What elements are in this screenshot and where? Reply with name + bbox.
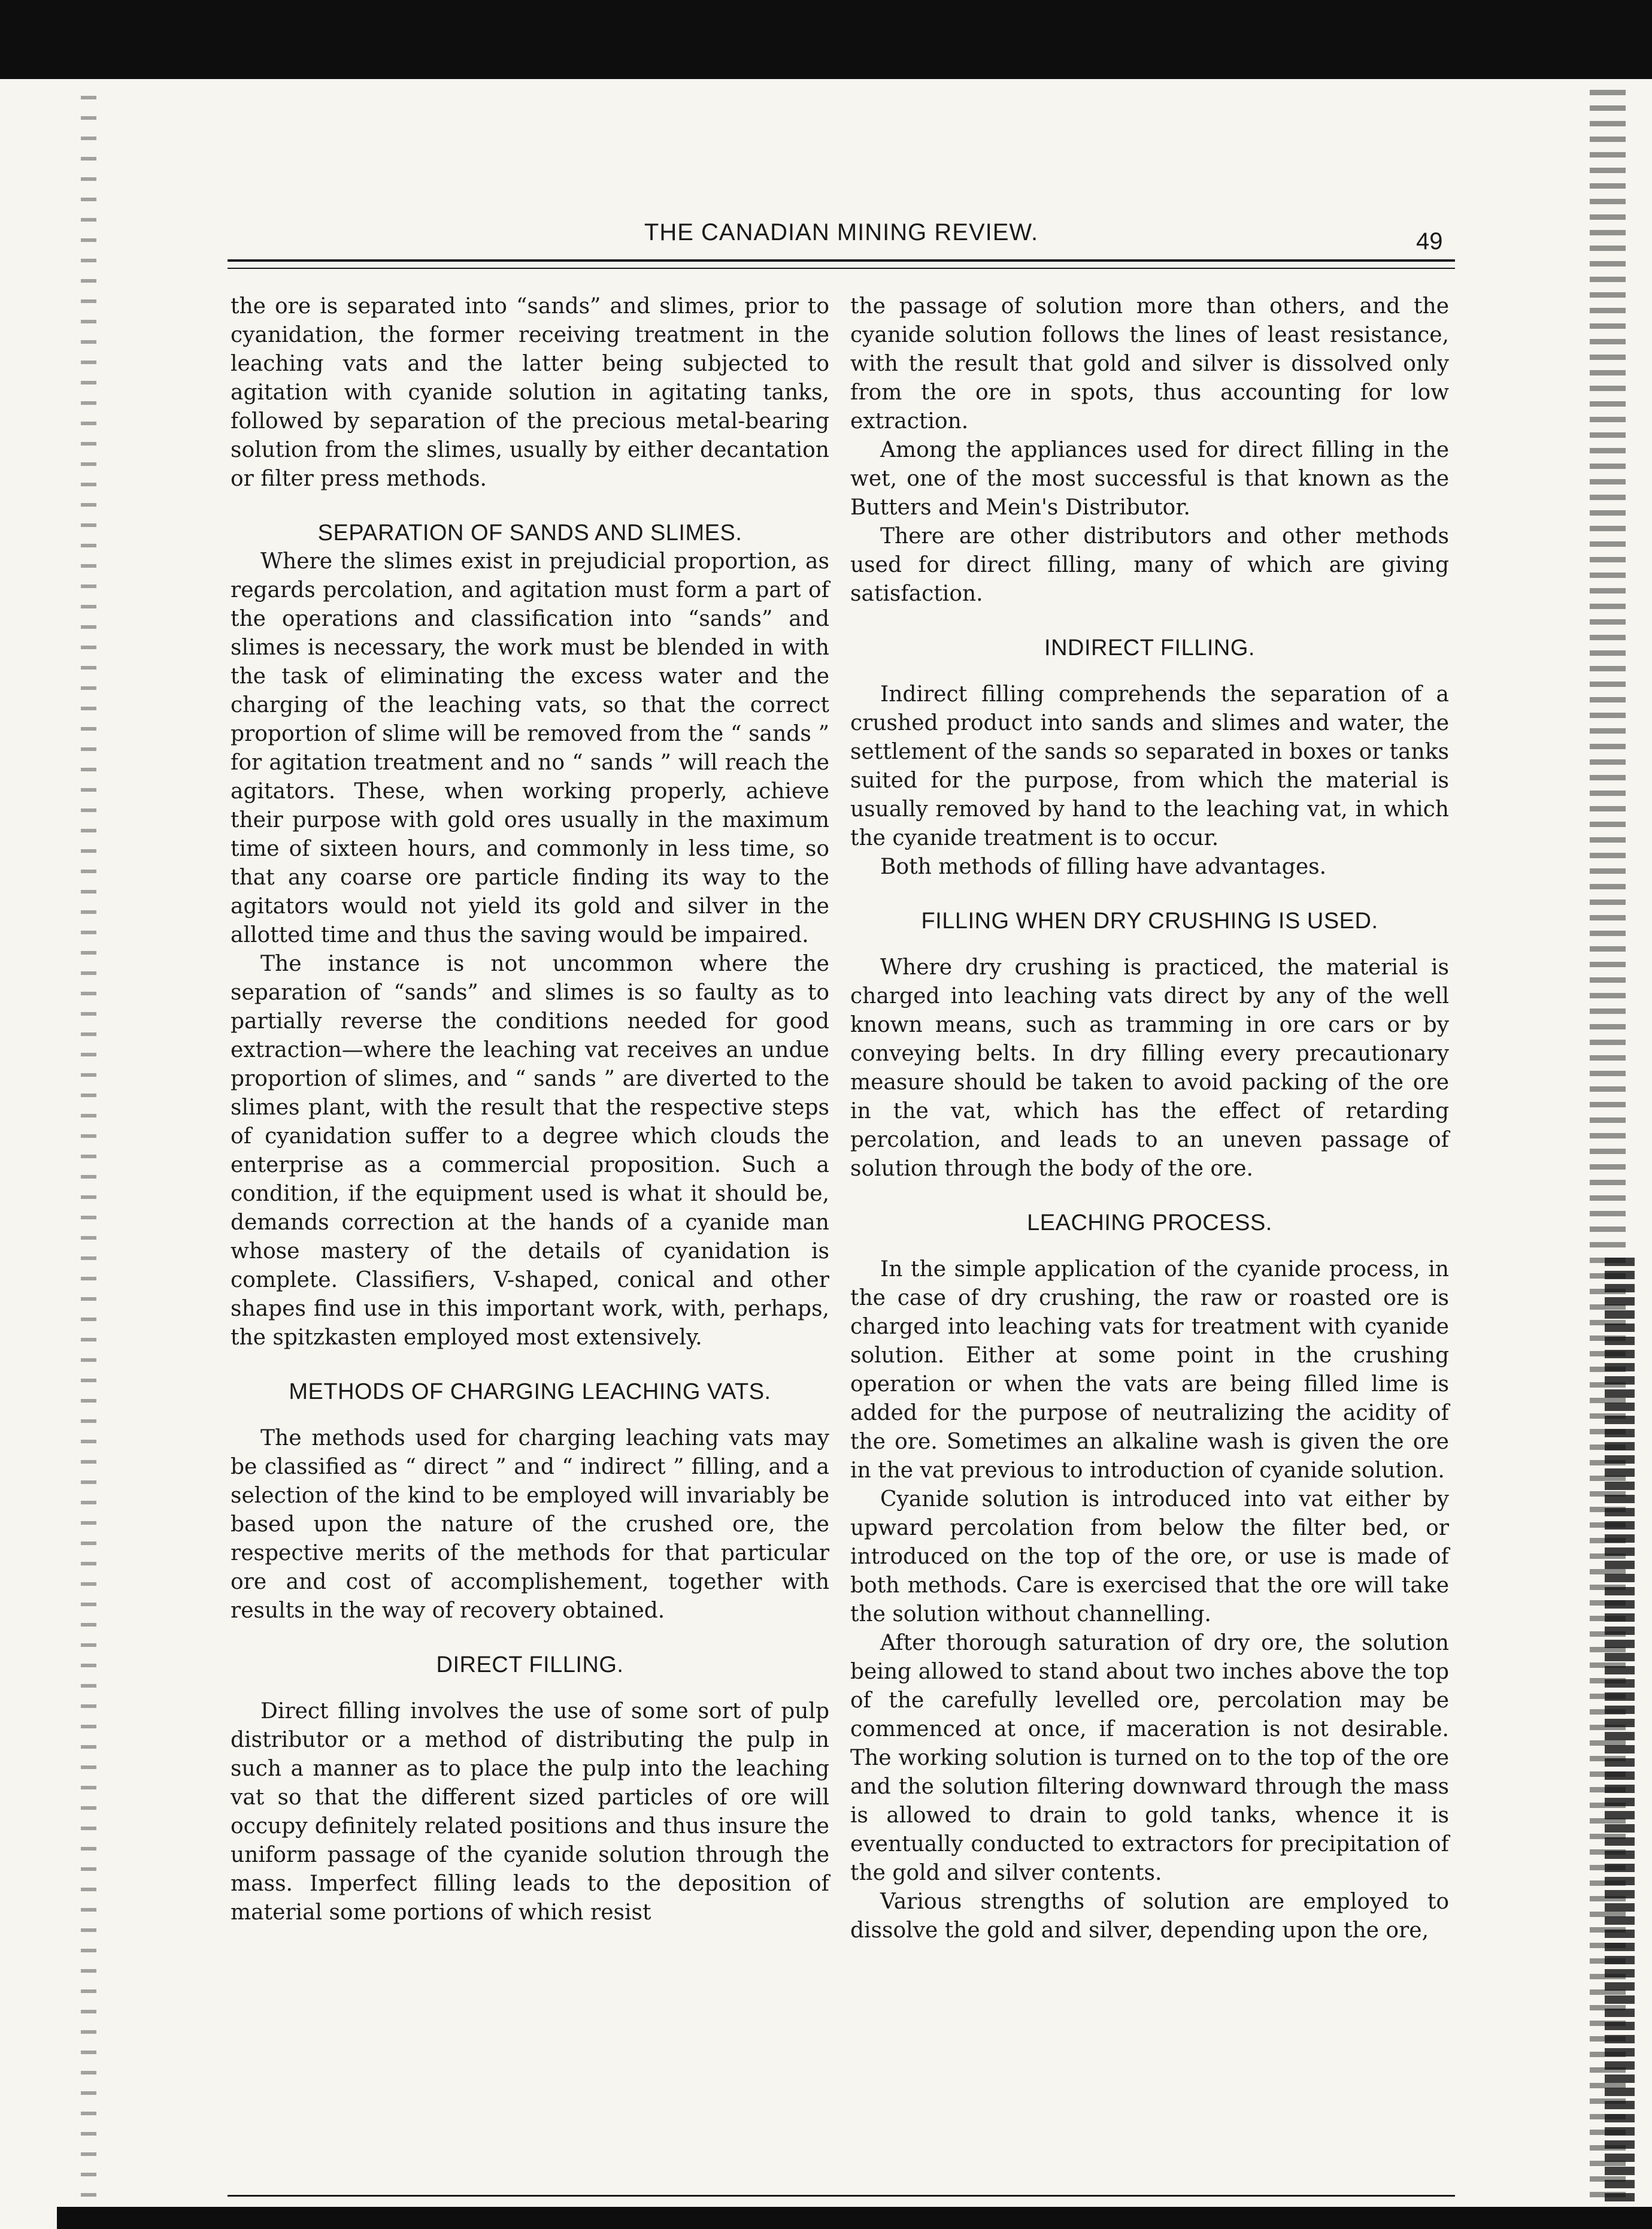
paragraph-indirect-2: Both methods of filling have advantages. — [880, 855, 1327, 879]
paragraph-appliances: Among the appliances used for direct filling in the wet, one of the most successful is that known as the Butters and Mein's Distributor. — [850, 438, 1449, 520]
scan-edge-right-binding — [1605, 1258, 1635, 2204]
left-column — [231, 292, 829, 2185]
right-column — [850, 292, 1449, 2185]
heading-direct-filling: DIRECT FILLING. — [436, 1652, 624, 1677]
paragraph-methods: The methods used for charging leaching vats may be classified as “ direct ” and “ indirect ” filling, and a selection of the kind to be employed will invariably be based upon the nature of the crushed ore, the respective merits of the methods for that particular ore and cost of accomplishement, together with results in the way of recovery obtained. — [231, 1426, 829, 1623]
heading-leaching-process: LEACHING PROCESS. — [1027, 1210, 1272, 1235]
paragraph-leaching-1: In the simple application of the cyanide process, in the case of dry crushing, the raw or roasted ore is charged into leaching vats for treatment with cyanide solution. Either at some point in the crushing operation or when the vats are being filled lime is added for the purpose of neutralizing the acidity of the ore. Sometimes an alkaline wash is given the ore in the vat previous to introduction of cyanide solution. — [850, 1257, 1449, 1483]
paragraph-indirect-1: Indirect filling comprehends the separation of a crushed product into sands and slimes and water, the settlement of the sands so separated in boxes or tanks suited for the purpose, from which the material is usually removed by hand to the leaching vat, in which the cyanide treatment is to occur. — [850, 682, 1449, 850]
heading-indirect-filling: INDIRECT FILLING. — [1044, 635, 1255, 661]
footer-rule — [228, 2195, 1455, 2197]
heading-methods: METHODS OF CHARGING LEACHING VATS. — [289, 1379, 771, 1404]
paragraph-leaching-3: After thorough saturation of dry ore, the solution being allowed to stand about two inches above the top of the carefully levelled ore, percolation may be commenced at once, if maceration is not desirable. The working solution is turned on to the top of the ore and the solution filtering downward through the mass is allowed to drain to gold tanks, whence it is eventually conducted to extractors for precipitation of the gold and silver contents. — [850, 1631, 1449, 1885]
journal-title: THE CANADIAN MINING REVIEW. — [644, 219, 1039, 246]
paragraph-separation-1: Where the slimes exist in prejudicial proportion, as regards percolation, and agitation must form a part of the operations and classification into “sands” and slimes is necessary, the work must be blended in with the task of eliminating the excess water and the charging of the leaching vats, so that the correct proportion of slime will be removed from the “ sands ” for agitation treatment and no “ sands ” will reach the agitators. These, when working properly, achieve their purpose with gold ores usually in the maximum time of sixteen hours, and commonly in less time, so that any coarse ore particle finding its way to the agitators would not yield its gold and silver in the allotted time and thus the saving would be impaired. — [231, 549, 829, 947]
paragraph-direct-filling: Direct filling involves the use of some sort of pulp distributor or a method of distributing the pulp in such a manner as to place the pulp into the leaching vat so that the different sized particles of ore will occupy definitely related positions and thus insure the uniform passage of the cyanide solution through the mass. Imperfect filling leads to the deposition of material some portions of which resist — [231, 1699, 829, 1925]
paragraph-distributors: There are other distributors and other methods used for direct filling, many of which are giving satisfaction. — [850, 524, 1449, 606]
paragraph-dry-crushing: Where dry crushing is practiced, the material is charged into leaching vats direct by any of the well known means, such as tramming in ore cars or by conveying belts. In dry filling every precautionary measure should be taken to avoid packing of the ore in the vat, which has the effect of retarding percolation, and leads to an uneven passage of solution through the body of the ore. — [850, 955, 1449, 1181]
scan-border-top — [0, 0, 1652, 79]
scan-border-bottom — [57, 2207, 1652, 2229]
scan-edge-left — [81, 96, 96, 2204]
paragraph-leaching-2: Cyanide solution is introduced into vat either by upward percolation from below the filter bed, or introduced on the top of the ore, or use is made of both methods. Care is exercised that the ore will take the solution without channelling. — [850, 1487, 1449, 1627]
paragraph-leaching-4: Various strengths of solution are employed to dissolve the gold and silver, depending upon the ore, — [850, 1889, 1449, 1943]
paragraph-separation-2: The instance is not uncommon where the separation of “sands” and slimes is so faulty as to partially reverse the conditions needed for good extraction—where the leaching vat receives an undue proportion of slimes, and “ sands ” are diverted to the slimes plant, with the result that the respective steps of cyanidation suffer to a degree which clouds the enterprise as a commercial proposition. Such a condition, if the equipment used is what it should be, demands correction at the hands of a cyanide man whose mastery of the details of cyanidation is complete. Classifiers, V-shaped, conical and other shapes find use in this important work, with, perhaps, the spitzkasten employed most extensively. — [231, 952, 829, 1350]
heading-dry-crushing: FILLING WHEN DRY CRUSHING IS USED. — [921, 908, 1378, 934]
page-number: 49 — [1416, 228, 1443, 255]
paragraph-intro: the ore is separated into “sands” and slimes, prior to cyanidation, the former receiving treatment in the leaching vats and the latter being subjected to agitation with cyanide solution in agitating tanks, followed by separation of the precious metal-bearing solution from the slimes, usually by either decantation or filter press methods. — [231, 294, 829, 491]
header-rule-thin — [228, 268, 1455, 269]
header-rule — [228, 259, 1455, 262]
heading-separation: SEPARATION OF SANDS AND SLIMES. — [317, 520, 742, 546]
paragraph-continued: the passage of solution more than others, and the cyanide solution follows the lines of least resistance, with the result that gold and silver is dissolved only from the ore in spots, thus accounting for low extraction. — [850, 294, 1449, 434]
